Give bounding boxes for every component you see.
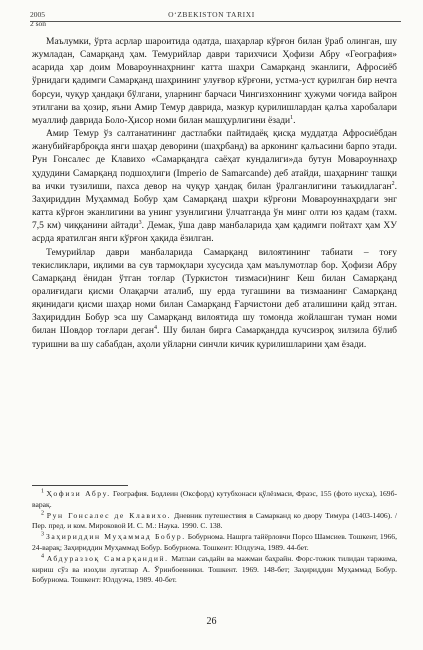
paragraph-3-text-b: . Шу билан бирга Самарқандда кучсизроқ зилзила бўлиб туришни ва шу сабабдан, аҳоли уйларни синчли кичик қурилишларини ҳам ёзади. bbox=[32, 326, 397, 350]
body-paragraph-3 bbox=[32, 247, 397, 352]
footnote-text: Матлаи саъдайн ва мажмаи баҳрайн. Форс-тожик тилидан таржима, кириш сўз ва изоҳли луғатлар А. Ўринбоевники. Тошкент. 1969. 148-бет; Заҳириддин Муҳаммад Бобур. Бобурнома. Тошкент: Юлдузча, 1989. 40-бет. bbox=[32, 554, 397, 585]
footnote-separator bbox=[32, 485, 128, 486]
footnote-author: Ҳофизи Абру. bbox=[46, 489, 111, 498]
footnote-item bbox=[32, 489, 397, 510]
footnote-author: Рун Гонсалес де Клавихо. bbox=[46, 510, 172, 520]
footnote-item bbox=[32, 511, 397, 532]
page-number: 26 bbox=[206, 616, 217, 627]
footnote-text: Дневник путешествия в Самарканд ко двору Тимура (1403-1406). / Пер. пред. и ком. Мироковой И. С. М.: Наука. 1990. С. 138. bbox=[32, 510, 397, 531]
paragraph-3-text-a: Темурийлар даври манбаларида Самарқанд вилоятининг табиати – тоғу текисликлари, иқлими ва сув тармоқлари хусусида ҳам маълумотлар бор. Ҳофизи Абру Самарқанд ёнидан ўтган тоғлар (Туркистон тизмаси)нинг Кеш билан Самарқанд оралиғидаги қисми Олақарчи аталиб, шу ерда тугашини ва тизмаанинг Самарқанд яқинидаги қисми шаҳар номи билан Самарқанд Ғарчистони деб аталишини қайд этган. Заҳириддин Бобур эса шу Самарқанд вилоятида шу томонда жойлашган туман номи билан Шовдор тоғлари деган bbox=[32, 247, 397, 337]
footnote-item bbox=[32, 532, 397, 553]
paragraph-2-text-b: . Заҳириддин Муҳаммад Бобур ҳам Самарқанд шаҳри кўрғони Мовароуннаҳрдаги энг катта кўрғон эканлигини ва унинг узунлигини ўлчатганда ўн минг олти юз қадам (тахм. 7,5 км) чиққанини айтади bbox=[32, 181, 397, 232]
footnote-ref-2[interactable]: 2 bbox=[391, 180, 395, 187]
header-issue: 2 son bbox=[30, 19, 47, 28]
header-year: 2005 bbox=[30, 10, 45, 19]
body-paragraph-2 bbox=[32, 128, 397, 246]
header-rule bbox=[30, 21, 401, 22]
article-body bbox=[32, 36, 397, 352]
footnote-ref-1[interactable]: 1 bbox=[290, 114, 294, 121]
paragraph-2-text-c: . Демак, ўша давр манбаларида ҳам қадимги пойтахт ҳам ХУ асрда яратилган янги кўрғон ҳақида ёзилган. bbox=[32, 221, 397, 245]
footnote-ref-4[interactable]: 4 bbox=[153, 325, 157, 332]
footnote-author: Абдураззоқ Самарқандий. bbox=[46, 554, 169, 564]
footnote-number: 3 bbox=[41, 531, 44, 538]
footnote-number: 4 bbox=[41, 553, 44, 560]
footnote-ref-3[interactable]: 3 bbox=[138, 220, 142, 227]
paragraph-1-text: Маълумки, ўрта асрлар шароитида одатда, шаҳарлар кўрғон билан ўраб олинган, шу жумладан, Самарқанд ҳам. Темурийлар даври тарихчиси Ҳофизи Абру «География» асарида ҳар доим Мовароуннаҳрнинг катта шаҳри Самарқанд эканлиги, Афросиёб ўрнидаги қадимги Самарқанд шаҳрининг улуғвор кўрғони, устма-уст қурилган бир нечта борсуи, чуқур ҳандақи бўлгани, уларнинг барчаси Чингизхоннинг ҳужуми чоғида вайрон этилгани ва ҳозир, яъни Амир Темур даврида, мазкур қурилишлардан қалъа харобалари муаллиф даврида Боло-Ҳисор номи билан машҳурлигини ёзади bbox=[32, 37, 397, 126]
footnote-number: 2 bbox=[41, 510, 44, 517]
footnote-item bbox=[32, 554, 397, 586]
paragraph-2-text-a: Амир Темур ўз салтанатининг дастлабки пайтидаёқ қисқа муддатда Афросиёбдан жанубийғарброқда янги шаҳар деворини (шаҳрбанд) ва арконинг қалъасини барпо этади. Рун Гонсалес де Клавихо «Самарқандга саёҳат кундалиги»да бутун Мовароуннаҳр ҳудудини Самарқанд подшоҳлиги (Imperio de Samarcande) деб атайди, шаҳарнинг ташқи ва ички тузилиши, пахса девор на чуқур ҳандақ билан ўралганлигини таъкидлаган bbox=[32, 129, 397, 192]
footnotes-section bbox=[32, 489, 397, 586]
footnote-text: География. Бодлеин (Оксфорд) кутубхонаси қўлёзмаси, Фраэс, 155 (фото нусха), 169б-варақ. bbox=[32, 489, 397, 509]
running-header-title: O‘ZBEKISTON TARIXI bbox=[168, 10, 255, 19]
body-paragraph-1: Маълумки, ўрта асрлар шароитида одатда, шаҳарлар кўрғон билан ўраб олинган, шу жумладан, Самарқанд ҳам. Темурийлар даври тарихчиси Ҳофизи Абру «География» асарида ҳар доим Мовароуннаҳрнинг катта шаҳри Самарқанд эканлиги, Афросиёб ўрнидаги қадимги Самарқанд шаҳрининг улуғвор кўрғони, устма-уст қурилган бир нечта борсуи, чуқур ҳандақи бўлгани, уларнинг барчаси Чингизхоннинг ҳужуми чоғида вайрон этилгани ва ҳозир, яъни Амир Темур даврида, мазкур қурилишлардан қалъа харобалари муаллиф даврида Боло-Ҳисор номи билан машҳурлигини ёзади$^1$. bbox=[32, 37, 397, 126]
footnote-author: Заҳириддин Муҳаммад Бобур. bbox=[45, 532, 186, 542]
footnote-number: 1 bbox=[41, 488, 44, 495]
footnote-text: Бобурнома. Нашрга тайёрловчи Порсо Шамсиев. Тошкент, 1966, 24-варақ; Заҳириддин Муҳаммад Бобур. Бобурнома. Тошкент: Юлдузча, 1989. 44-бет. bbox=[32, 532, 397, 552]
